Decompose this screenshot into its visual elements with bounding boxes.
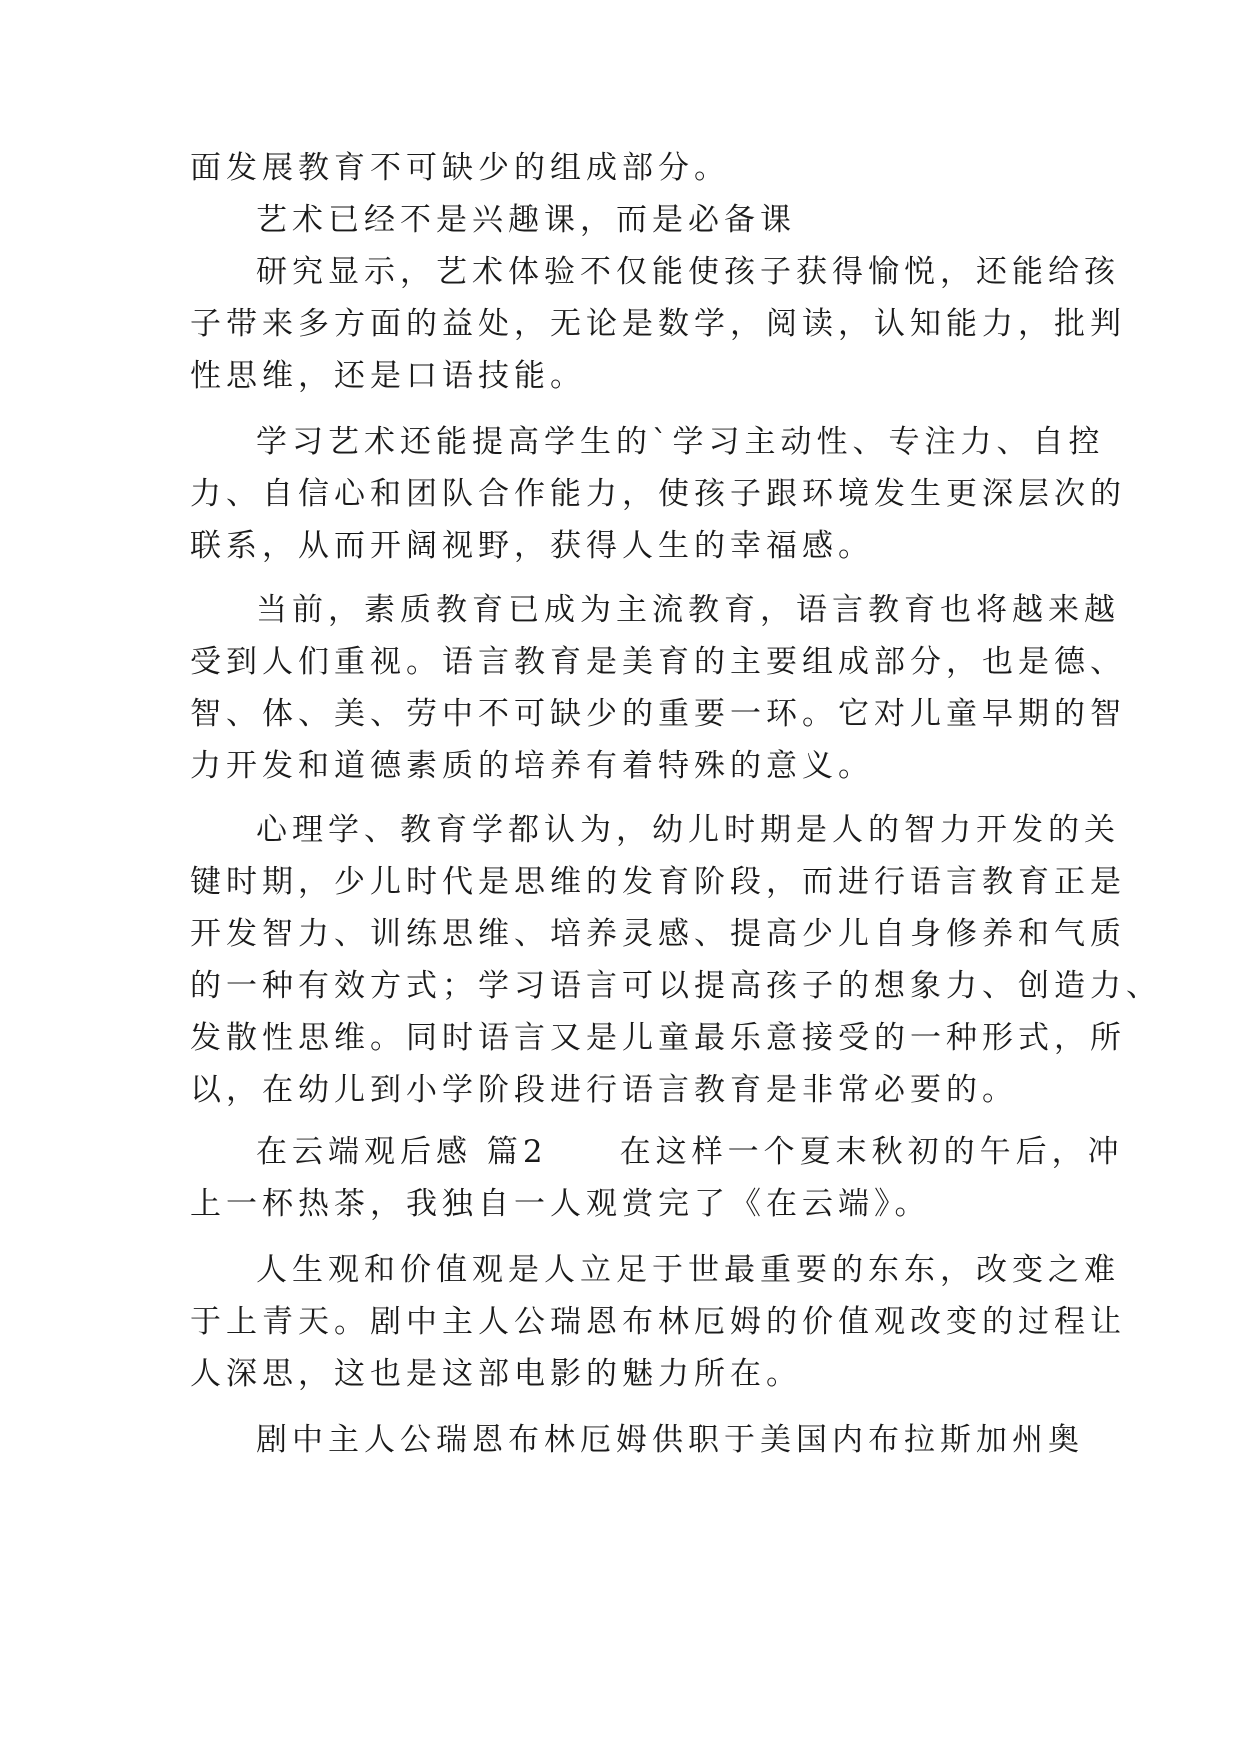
text-line: 子带来多方面的益处，无论是数学，阅读，认知能力，批判	[190, 306, 1126, 342]
text-line: 力开发和道德素质的培养有着特殊的意义。	[190, 748, 874, 784]
text-line: 研究显示，艺术体验不仅能使孩子获得愉悦，还能给孩	[256, 254, 1120, 290]
text-line: 人生观和价值观是人立足于世最重要的东东，改变之难	[256, 1252, 1120, 1288]
text-line: 受到人们重视。语言教育是美育的主要组成部分，也是德、	[190, 644, 1126, 680]
text-line: 当前，素质教育已成为主流教育，语言教育也将越来越	[256, 592, 1120, 628]
text-line: 键时期，少儿时代是思维的发育阶段，而进行语言教育正是	[190, 864, 1126, 900]
text-line: 发散性思维。同时语言又是儿童最乐意接受的一种形式，所	[190, 1020, 1126, 1056]
text-line: 面发展教育不可缺少的组成部分。	[190, 150, 730, 186]
text-line: 学习艺术还能提高学生的`学习主动性、专注力、自控	[256, 424, 1105, 460]
text-line: 的一种有效方式；学习语言可以提高孩子的想象力、创造力、	[190, 968, 1162, 1004]
text-line: 开发智力、训练思维、培养灵感、提高少儿自身修养和气质	[190, 916, 1126, 952]
text-line: 剧中主人公瑞恩布林厄姆供职于美国内布拉斯加州奥	[256, 1422, 1084, 1458]
text-line: 力、自信心和团队合作能力，使孩子跟环境发生更深层次的	[190, 476, 1126, 512]
text-line: 以，在幼儿到小学阶段进行语言教育是非常必要的。	[190, 1072, 1018, 1108]
text-line: 心理学、教育学都认为，幼儿时期是人的智力开发的关	[256, 812, 1120, 848]
text-line: 联系，从而开阔视野，获得人生的幸福感。	[190, 528, 874, 564]
section-heading: 在云端观后感 篇2 在这样一个夏末秋初的午后，冲	[256, 1134, 1124, 1170]
text-line: 人深思，这也是这部电影的魅力所在。	[190, 1356, 802, 1392]
text-line: 上一杯热茶，我独自一人观赏完了《在云端》。	[190, 1186, 931, 1222]
text-line: 性思维，还是口语技能。	[190, 358, 586, 394]
text-line: 于上青天。剧中主人公瑞恩布林厄姆的价值观改变的过程让	[190, 1304, 1126, 1340]
text-line: 智、体、美、劳中不可缺少的重要一环。它对儿童早期的智	[190, 696, 1126, 732]
section-heading: 艺术已经不是兴趣课，而是必备课	[256, 202, 796, 238]
